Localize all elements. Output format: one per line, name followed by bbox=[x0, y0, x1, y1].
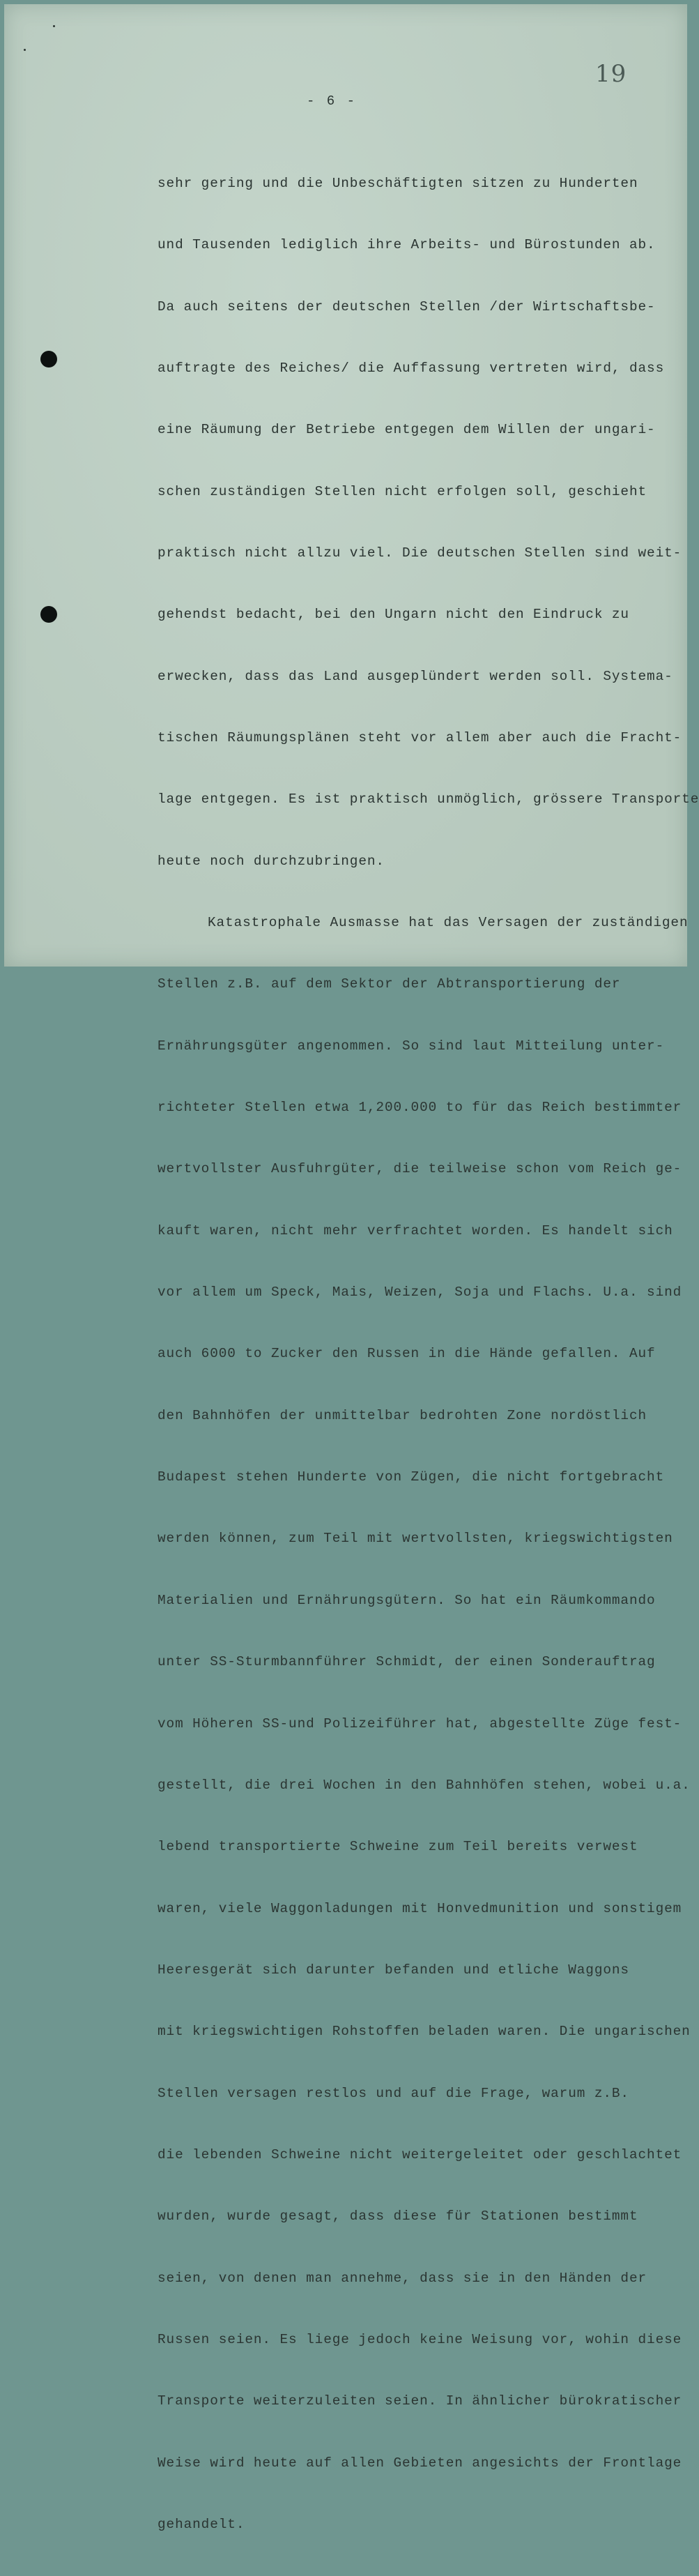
punch-hole-upper bbox=[40, 351, 57, 368]
text-line: werden können, zum Teil mit wertvollsten, kriegswichtigsten bbox=[158, 1531, 673, 1547]
text-line: Transporte weiterzuleiten seien. In ähnlicher bürokratischer bbox=[158, 2393, 682, 2409]
text-line: schen zuständigen Stellen nicht erfolgen soll, geschieht bbox=[158, 483, 647, 499]
text-line: kauft waren, nicht mehr verfrachtet worden. Es handelt sich bbox=[158, 1222, 673, 1238]
text-line: heute noch durchzubringen. bbox=[158, 853, 385, 869]
text-line: und Tausenden lediglich ihre Arbeits- und Bürostunden ab. bbox=[158, 237, 656, 253]
text-line: sehr gering und die Unbeschäftigten sitzen zu Hunderten bbox=[158, 175, 638, 191]
text-line: praktisch nicht allzu viel. Die deutschen Stellen sind weit- bbox=[158, 545, 682, 561]
text-line: Stellen z.B. auf dem Sektor der Abtransportierung der bbox=[158, 976, 621, 992]
text-line: Weise wird heute auf allen Gebieten angesichts der Frontlage bbox=[158, 2455, 682, 2471]
archive-stamp-number: 19 bbox=[595, 60, 627, 88]
text-line: die lebenden Schweine nicht weitergeleitet oder geschlachtet bbox=[158, 2146, 682, 2162]
page-number: - 6 - bbox=[307, 93, 358, 109]
text-line: vom Höheren SS-und Polizeiführer hat, abgestellte Züge fest- bbox=[158, 1715, 682, 1732]
ink-speck bbox=[53, 25, 55, 27]
text-line: Da auch seitens der deutschen Stellen /der Wirtschaftsbe- bbox=[158, 298, 656, 315]
text-line: wertvollster Ausfuhrgüter, die teilweise schon vom Reich ge- bbox=[158, 1161, 682, 1177]
punch-hole-lower bbox=[40, 606, 57, 623]
text-line: tischen Räumungsplänen steht vor allem aber auch die Fracht- bbox=[158, 730, 682, 745]
text-line: vor allem um Speck, Mais, Weizen, Soja und Flachs. U.a. sind bbox=[158, 1285, 682, 1301]
document-page bbox=[4, 4, 699, 2532]
paragraph-start-line: Katastrophale Ausmasse hat das Versagen der zuständigen bbox=[208, 915, 689, 931]
text-line: erwecken, dass das Land ausgeplündert werden soll. Systema- bbox=[158, 668, 673, 684]
text-line: unter SS-Sturmbannführer Schmidt, der einen Sonderauftrag bbox=[158, 1654, 656, 1670]
text-line: Heeresgerät sich darunter befanden und etliche Waggons bbox=[158, 1962, 629, 1978]
text-line: waren, viele Waggonladungen mit Honvedmunition und sonstigem bbox=[158, 1900, 682, 1916]
text-line: den Bahnhöfen der unmittelbar bedrohten Zone nordöstlich bbox=[158, 1407, 647, 1423]
text-line: auch 6000 to Zucker den Russen in die Hände gefallen. Auf bbox=[158, 1346, 656, 1362]
text-line: Russen seien. Es liege jedoch keine Weisung vor, wohin diese bbox=[158, 2331, 682, 2347]
text-line: Stellen versagen restlos und auf die Frage, warum z.B. bbox=[158, 2085, 629, 2101]
text-line: mit kriegswichtigen Rohstoffen beladen waren. Die ungarischen bbox=[158, 2024, 691, 2040]
body-text bbox=[158, 132, 699, 2576]
text-line: Materialien und Ernährungsgütern. So hat ein Räumkommando bbox=[158, 1592, 656, 1608]
text-line: auftragte des Reiches/ die Auffassung vertreten wird, dass bbox=[158, 360, 665, 376]
text-line: lebend transportierte Schweine zum Teil bereits verwest bbox=[158, 1839, 638, 1855]
text-line: richteter Stellen etwa 1,200.000 to für das Reich bestimmter bbox=[158, 1100, 682, 1116]
text-line: wurden, wurde gesagt, dass diese für Stationen bestimmt bbox=[158, 2208, 638, 2225]
text-line: Budapest stehen Hunderte von Zügen, die nicht fortgebracht bbox=[158, 1469, 665, 1485]
text-line: lage entgegen. Es ist praktisch unmöglich, grössere Transporte bbox=[158, 791, 699, 808]
text-line: gehandelt. bbox=[158, 2516, 245, 2532]
ink-speck bbox=[24, 49, 26, 51]
text-line: Ernährungsgüter angenommen. So sind laut Mitteilung unter- bbox=[158, 1038, 665, 1054]
text-line: seien, von denen man annehme, dass sie in den Händen der bbox=[158, 2270, 647, 2286]
text-line: eine Räumung der Betriebe entgegen dem Willen der ungari- bbox=[158, 422, 656, 438]
text-line: gehendst bedacht, bei den Ungarn nicht den Eindruck zu bbox=[158, 607, 629, 623]
text-line: gestellt, die drei Wochen in den Bahnhöfen stehen, wobei u.a. bbox=[158, 1777, 691, 1793]
